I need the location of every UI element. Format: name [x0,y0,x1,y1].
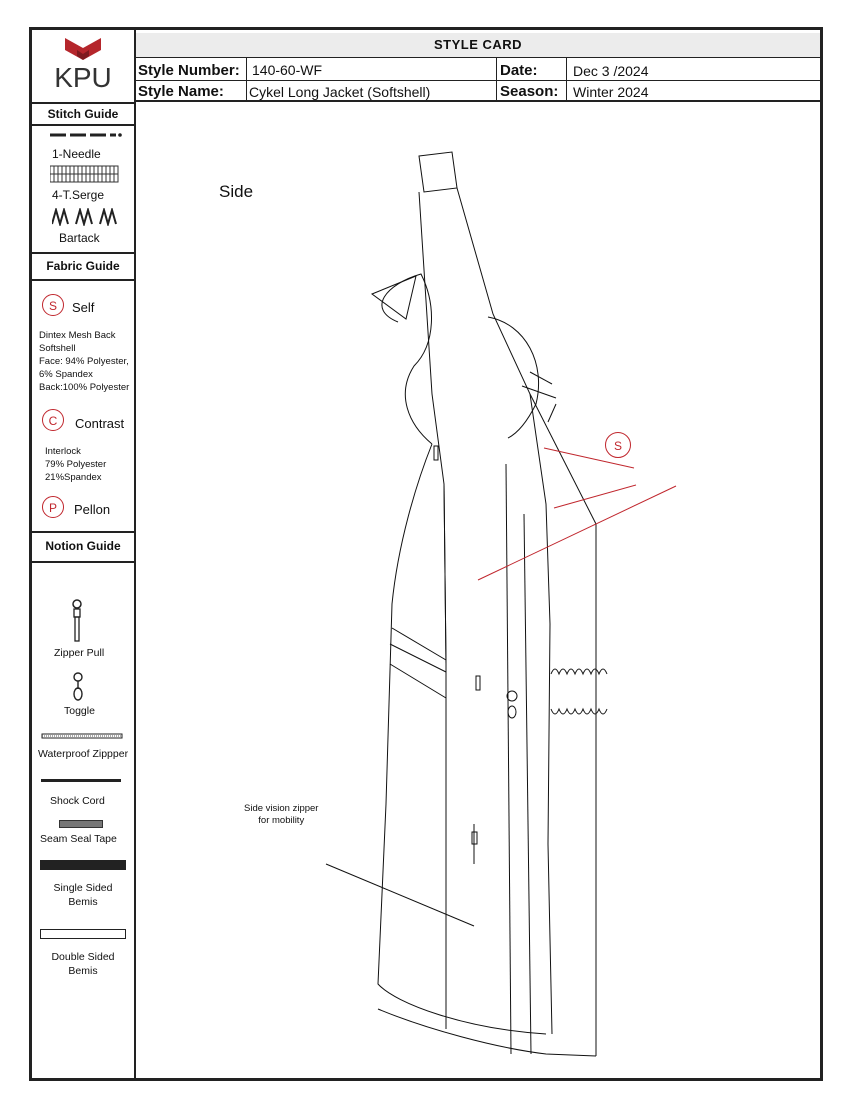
view-label: Side [219,182,254,201]
self-fabric-line: Face: 94% Polyester, [39,356,129,367]
contrast-fabric-symbol: C [42,409,64,431]
style-number-label: Style Number: [138,62,240,79]
header-vrule-3 [566,57,567,101]
self-fabric-details [39,329,139,394]
single-sided-bemis-icon [40,860,126,870]
page-title: STYLE CARD [136,33,820,58]
logo-rule [32,102,134,104]
double-sided-bemis-icon [40,929,126,939]
notion-single-sided-bemis-label: Single Sided Bemis [53,882,113,908]
notion-guide-rule-top [32,531,134,533]
pellon-symbol: P [42,496,64,518]
contrast-fabric-line: 79% Polyester [45,459,107,470]
annotation-side-zipper [244,803,318,827]
logo-text: KPU [54,62,112,93]
self-fabric-line: 6% Spandex [39,369,93,380]
zipper-pull-icon [69,597,85,647]
fabric-guide-rule-top [32,252,134,254]
stitch-item-bartack: Bartack [59,231,100,245]
header-vrule-1 [246,57,247,101]
date-label: Date: [500,62,538,79]
toggle-icon [70,671,86,703]
stitch-item-4-t-serge: 4-T.Serge [52,188,105,202]
style-name-value: Cykel Long Jacket (Softshell) [249,84,431,100]
seam-seal-tape-icon [59,820,103,828]
date-value: Dec 3 /2024 [573,63,649,79]
contrast-fabric-label: Contrast [75,416,125,431]
notion-waterproof-zipper-label: Waterproof Zippper [38,748,129,760]
bartack-stitch-icon [52,208,118,226]
season-label: Season: [500,83,559,100]
stitch-guide-title: Stitch Guide [47,107,119,121]
self-fabric-line: Softshell [39,343,76,354]
notion-zipper-pull-label: Zipper Pull [54,647,105,659]
header-rule-1 [136,57,820,58]
notion-double-sided-bemis-label: Double Sided Bemis [51,951,115,977]
self-fabric-line: Back:100% Polyester [39,382,130,393]
season-value: Winter 2024 [573,84,649,100]
header-rule-3 [136,100,820,102]
stitch-item-1-needle: 1-Needle [52,147,101,161]
kpu-logo [32,30,134,98]
fabric-guide-title: Fabric Guide [46,259,120,273]
style-number-value: 140-60-WF [252,62,323,78]
header-rule-2 [136,80,820,81]
stitch-guide-rule [32,124,134,126]
notion-guide-title: Notion Guide [45,539,121,553]
fabric-guide-rule [32,279,134,281]
self-fabric-label: Self [72,300,95,315]
annotation-line: for mobility [258,815,305,826]
style-name-label: Style Name: [138,83,224,100]
notion-seam-seal-tape-label: Seam Seal Tape [40,833,117,845]
contrast-fabric-details [45,445,135,484]
style-card-frame [29,27,823,1081]
single-needle-stitch-icon [50,130,124,140]
contrast-fabric-line: Interlock [45,446,81,457]
notion-shock-cord-label: Shock Cord [50,795,105,807]
annotation-line: Side vision zipper [244,803,319,814]
self-fabric-line: Dintex Mesh Back [39,330,116,341]
notion-guide-rule [32,561,134,563]
header-vrule-2 [496,57,497,101]
contrast-fabric-line: 21%Spandex [45,472,102,483]
self-fabric-symbol: S [42,294,64,316]
fabric-callout-s: S [605,432,631,458]
serge-stitch-icon [50,165,120,183]
notion-toggle-label: Toggle [64,705,95,717]
shock-cord-icon [41,779,121,782]
jacket-side-view-sketch [136,104,820,1078]
pellon-label: Pellon [74,502,111,517]
waterproof-zipper-icon [40,732,124,740]
